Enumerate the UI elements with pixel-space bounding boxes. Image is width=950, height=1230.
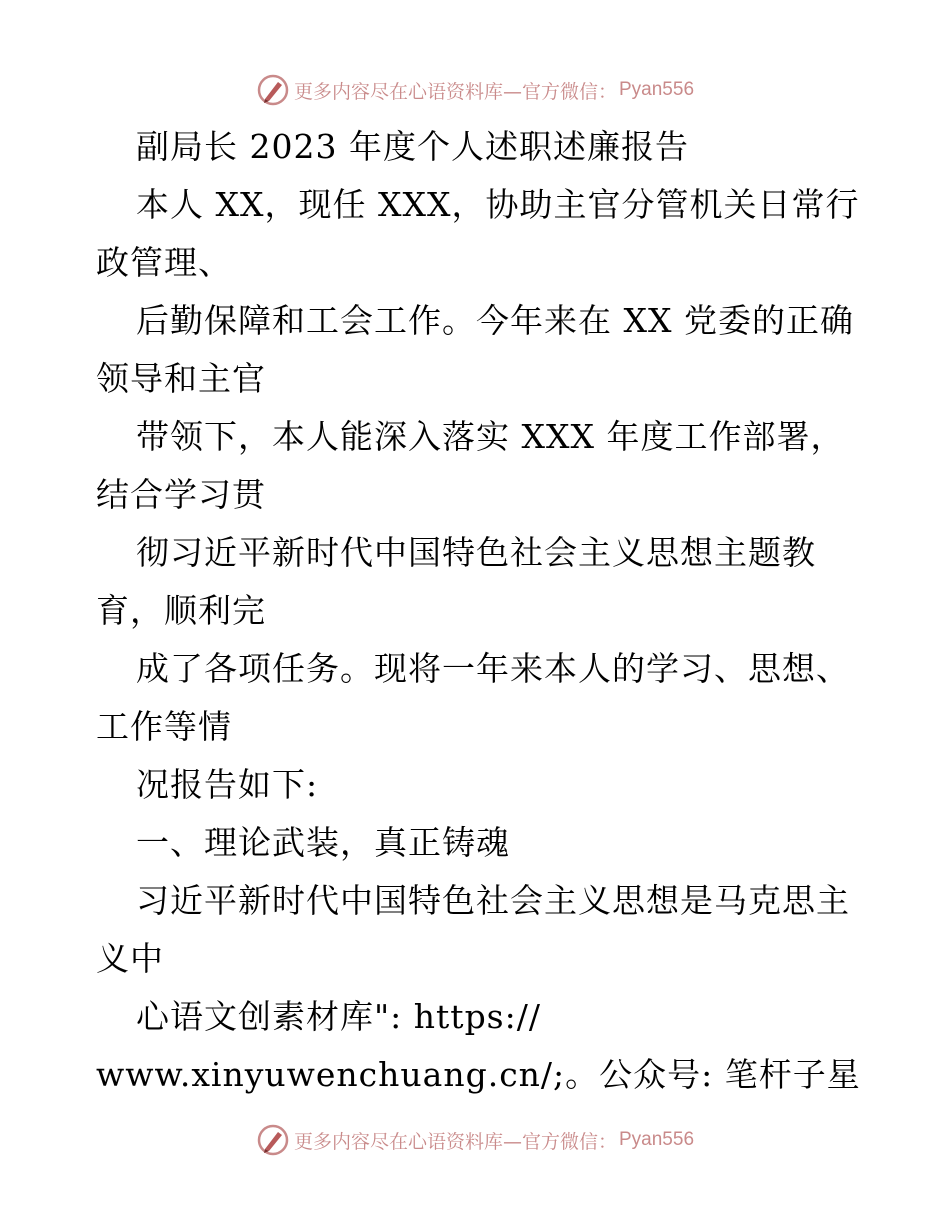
paragraph-line: www.xinyuwenchuang.cn/;。公众号: 笔杆子星 <box>96 1055 861 1094</box>
header-watermark-banner <box>0 72 950 108</box>
document-title: 副局长 2023 年度个人述职述廉报告 <box>136 127 689 166</box>
document-body <box>96 118 886 1104</box>
paragraph-line: 工作等情 <box>96 707 232 746</box>
paragraph-line: 后勤保障和工会工作。今年来在 XX 党委的正确 <box>136 301 854 340</box>
paragraph-line: 领导和主官 <box>96 359 266 398</box>
paragraph-line: 义中 <box>96 939 164 978</box>
paragraph-line: 成了各项任务。现将一年来本人的学习、思想、 <box>136 649 850 688</box>
paragraph-line: 况报告如下: <box>136 765 319 804</box>
pen-logo-icon <box>256 73 290 107</box>
banner-text: 更多内容尽在心语资料库—官方微信： <box>293 1130 617 1153</box>
banner-wechat-handle: Pyan556 <box>619 1129 695 1150</box>
footer-watermark-banner <box>0 1122 950 1158</box>
paragraph-line: 育，顺利完 <box>96 591 266 630</box>
paragraph-line: 彻习近平新时代中国特色社会主义思想主题教 <box>136 533 816 572</box>
paragraph-line: 本人 XX，现任 XXX，协助主官分管机关日常行 <box>136 185 860 224</box>
paragraph-line: 心语文创素材库": https:// <box>136 997 541 1036</box>
paragraph-line: 结合学习贯 <box>96 475 266 514</box>
paragraph-line: 政管理、 <box>96 243 232 282</box>
banner-wechat-handle: Pyan556 <box>619 79 695 100</box>
paragraph-line: 习近平新时代中国特色社会主义思想是马克思主 <box>136 881 850 920</box>
paragraph-line: 带领下，本人能深入落实 XXX 年度工作部署， <box>136 417 845 456</box>
banner-text: 更多内容尽在心语资料库—官方微信： <box>293 80 617 103</box>
section-heading: 一、理论武装，真正铸魂 <box>136 823 510 862</box>
pen-logo-icon <box>256 1123 290 1157</box>
